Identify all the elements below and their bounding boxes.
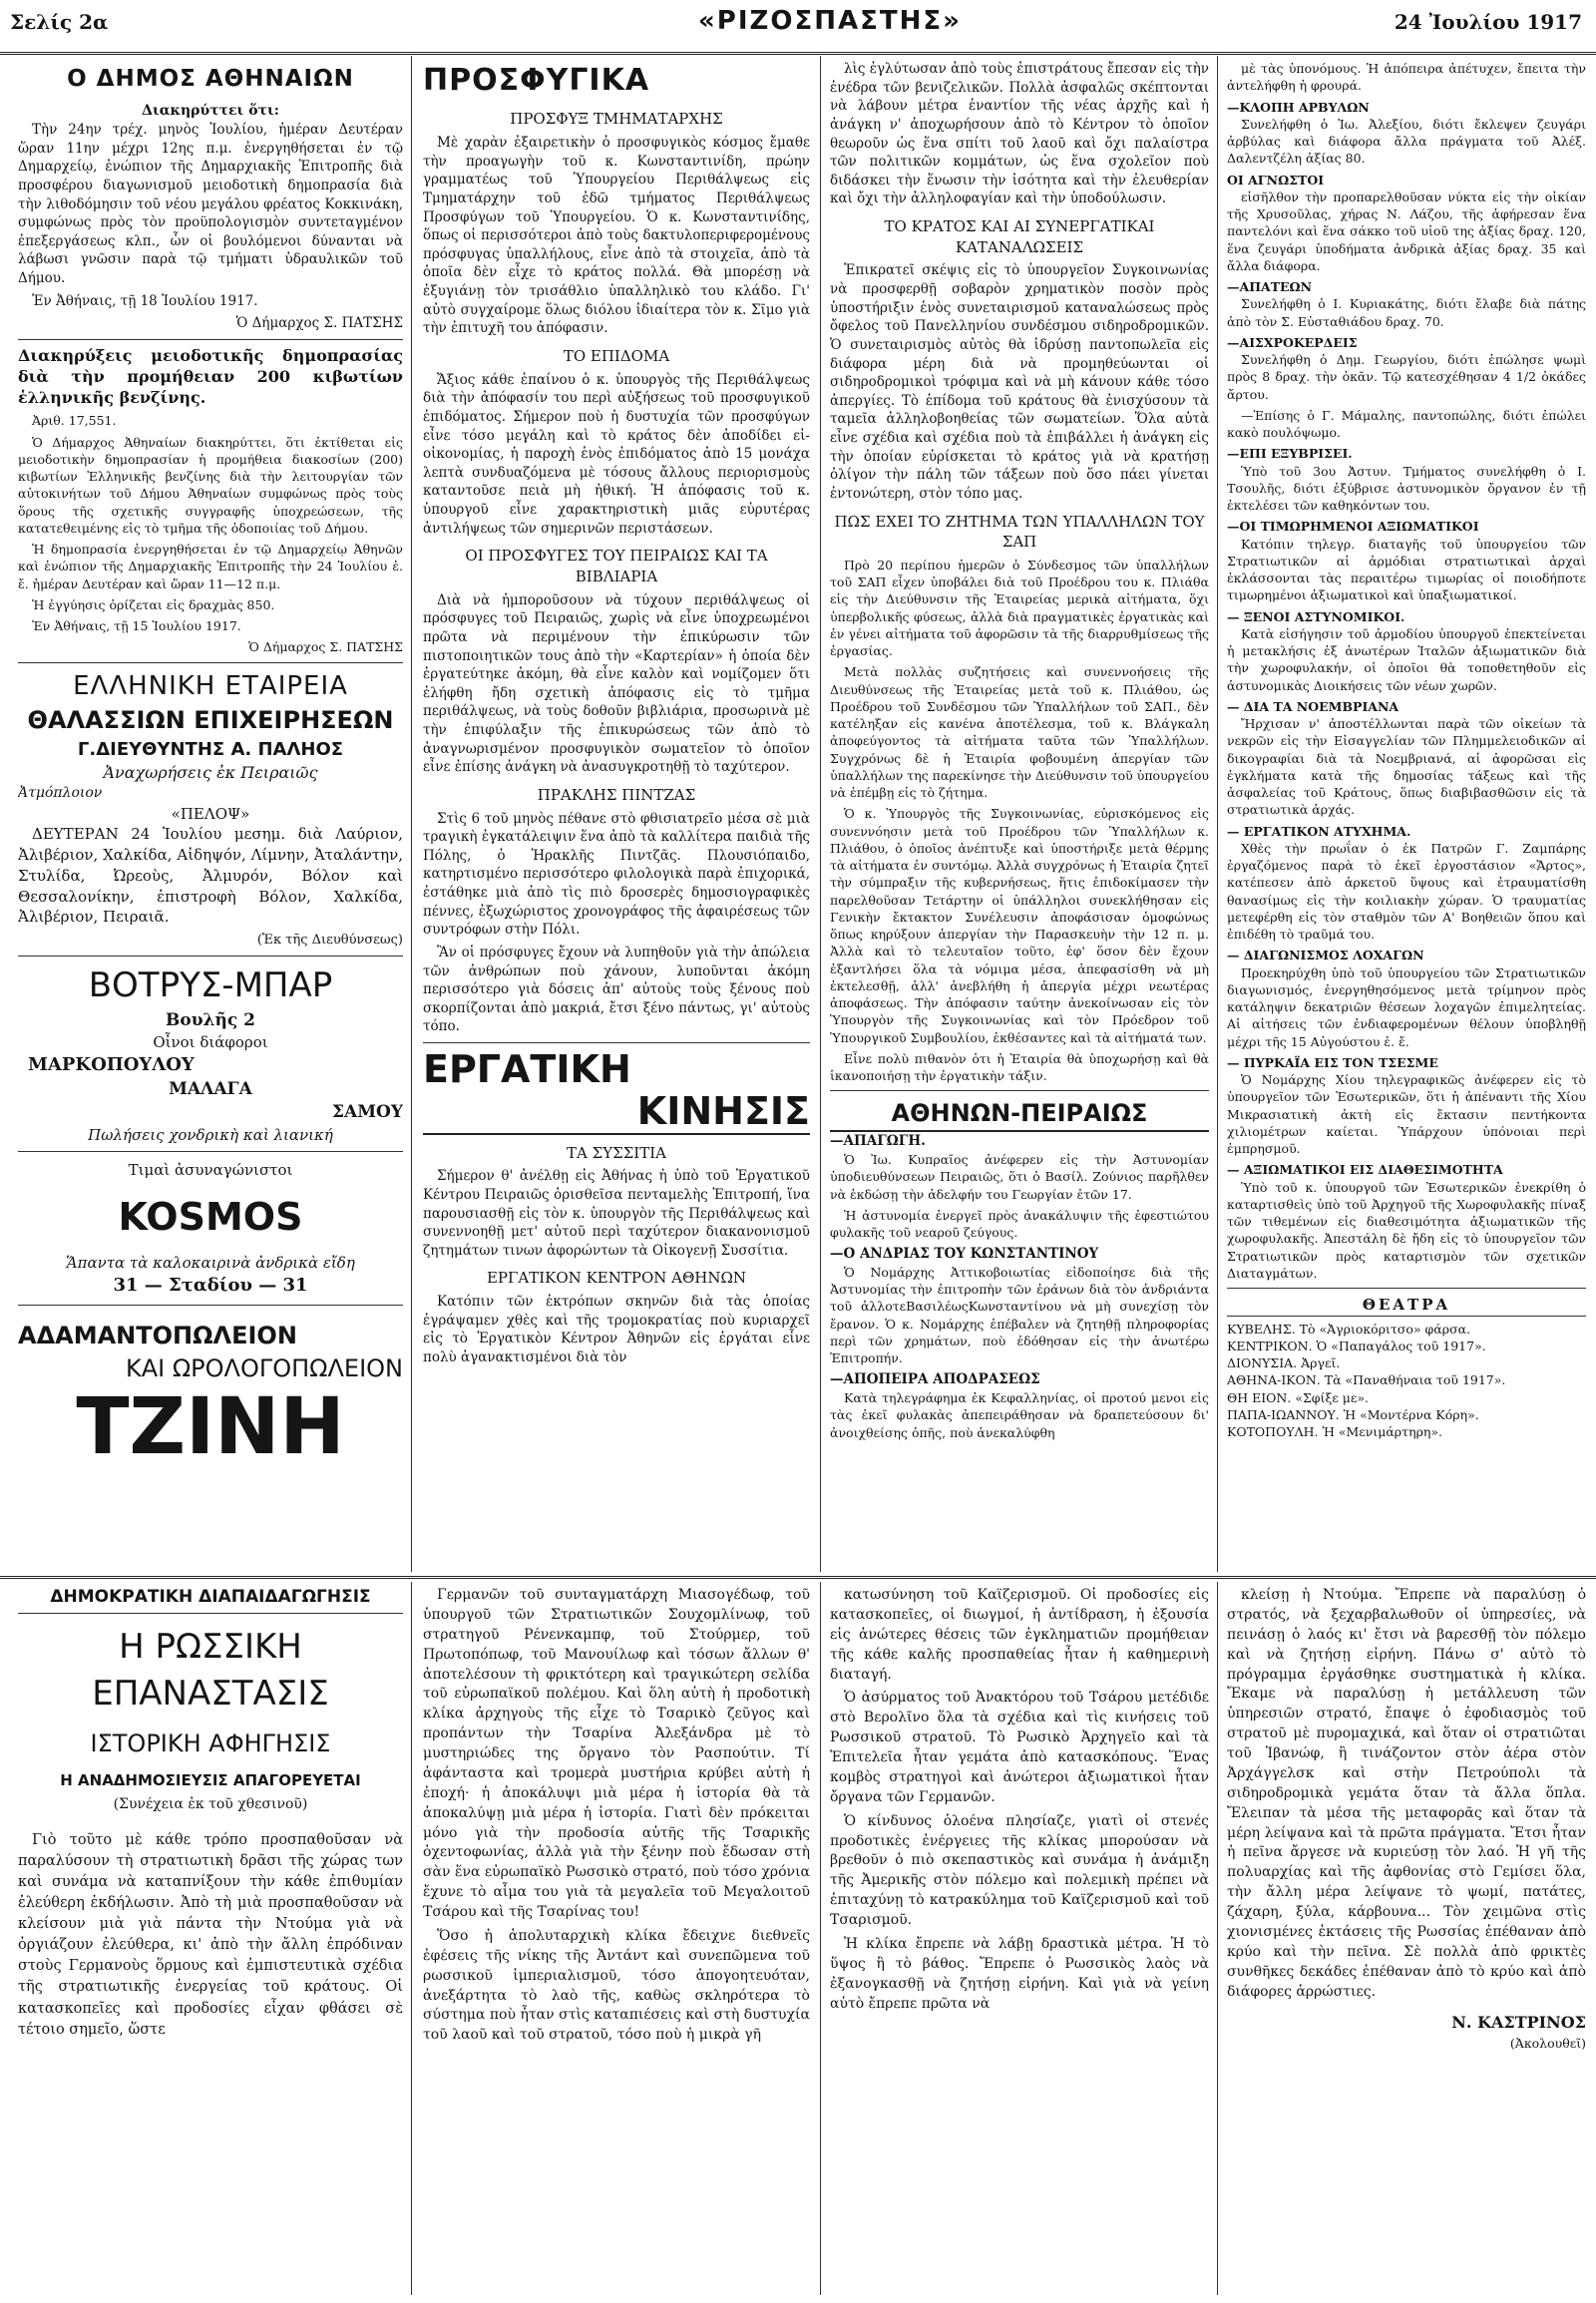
kosmos-ad [18,1160,403,1299]
col4-p8: Κατόπιν τηλεγρ. διαταγῆς τοῦ ὑπουργείου τῶν Στρατιωτικῶν αἱ ἀρμόδιαι στρατιωτικαὶ ἀρχαὶ ἐκλάσσονται τὰς περαιτέρω τιμωρίας οἱ ποιοδήποτε τιμωρημένοι ἀξιωματικοὶ καὶ ὑπαξιωματικοί. [1227,536,1586,603]
benzine-text: Ὁ Δήμαρχος Ἀθηναίων διακηρύττει, ὅτι ἐκτίθεται εἰς μειοδοτικὴν δημοπρασίαν ἡ προμήθεια διακοσίων (200) κιβωτίων Ἑλληνικῆς βενζίνης διὰ τὴν λειτουργίαν τῶν αὐτοκινήτων τοῦ Δήμου Ἀθηναίων συμφώνως πρὸς τοὺς ὅρους τῆς σχετικῆς συγγραφῆς ὑποχρεώσεων, τῆς κατατεθειμένης εἰς τὸ τμῆμα τῆς ὁδοποιίας τοῦ Δήμου. [18,434,403,536]
col3-sub-1: ΤΟ ΚΡΑΤΟΣ ΚΑΙ ΑΙ ΣΥΝΕΡΓΑΤΙΚΑΙ ΚΑΤΑΝΑΛΩΣΕΙΣ [884,217,1155,256]
col3-p8: Ἡ ἀστυνομία ἐνεργεῖ πρὸς ἀνακάλυψιν τῆς ἐφεστιώτου φυλακῆς τοῦ νεαροῦ ζεύγους. [830,1207,1209,1241]
divider [18,1305,403,1306]
column-3 [830,60,1209,1571]
column-2 [423,60,810,1571]
theatre-3: ΔΙΟΝΥΣΙΑ. Ἀργεῖ. [1227,1355,1341,1371]
col4-section-8: — ΔΙΑ ΤΑ ΝΟΕΜΒΡΙΑΝΑ [1227,698,1399,714]
labour-title-1: ΕΡΓΑΤΙΚΗ [423,1047,631,1092]
refugees-sub-2: ΤΟ ΕΠΙΔΟΜΑ [563,346,670,365]
botrys-name: ΒΟΤΡΥΣ-ΜΠΑΡ [88,964,333,1005]
labour-p2: Κατόπιν τῶν ἐκτρόπων σκηνῶν διὰ τὰς ὁποίας ἐγράψαμεν χθὲς καὶ τῆς τρομοκρατίας ποὺ κυριαρχεῖ εἰς τὸ Ἐργατικὸν Κέντρον Ἀθηνῶν εἰς ἐργάται εἶνε πολὺ ἀγανακτισμένοι διὰ τὸν [423,1294,810,1366]
demos-date: Ἐν Ἀθήναις, τῇ 18 Ἰουλίου 1917. [32,292,258,309]
divider [18,662,403,663]
to-be-continued: (Ἀκολουθεῖ) [1509,2036,1586,2052]
col4-p2: Συνελήφθη ὁ Ἰω. Ἀλεξίου, διότι ἔκλεψεν ζευγάρι ἀρβύλας καὶ διάφορα ἄλλα πράγματα τοῦ Ἀλέξ. Δαλεντζέλη ἀξίας 80. [1227,116,1586,167]
refugees-p5: Ἂν οἱ πρόσφυγες ἔχουν νὰ λυπηθοῦν γιὰ τὴν ἀπώλεια τῶν ἀνθρώπων ποὺ χάνουν, λυποῦνται ἀκόμη περισσότερο γιὰ δόσεις ἀπ' αὐτοὺς τοὺς ξένους ποὺ σκορπίζονται ἀπὸ μακριά, ἔτσι ξένο πάντως, γι' αὐτοὺς τόπο. [423,944,810,1035]
bottom-column-1 [18,1586,403,2294]
shipping-departures: Ἀναχωρήσεις ἐκ Πειραιῶς [103,763,318,783]
column-rule [1217,56,1218,1572]
divider [423,1042,810,1043]
shipping-vessel-label: Ἀτμόπλοιον [18,785,103,802]
col4-p10: Ἤρχισαν ν' ἀποστέλλωνται παρὰ τῶν οἰκείων τὰ νεκρῶν εἰς τὴν Εἰσαγγελίαν τῶν Πλημμελειοδικῶν αἱ δικογραφίαι διὰ τὰ Νοεμβριανά, αἱ ἀφορῶσαι εἰς ἐγκλήματα κατὰ τῆς δημοσίας τάξεως καὶ τῆς ἀσφαλείας τοῦ Κράτους, ὅπως διαβιβασθῶσιν εἰς τὰ στρατιωτικὰ ἀρχάς. [1227,716,1586,818]
refugees-p3: Διὰ νὰ ἠμποροῦσουν νὰ τύχουν περιθάλψεως οἱ πρόσφυγες τοῦ Πειραιῶς, χωρὶς νὰ εἶνε ὑποχρεωμένοι πρῶτα νὰ περιμένουν τὴν ἐπικύρωσιν τῶν πιστοποιητικῶν τους ἀπὸ τὴν «Καρτερίαν» ἡ ὁποία δὲν ἐργατεύτηκε ἀκόμη, θὰ εἶνε καλὸν καὶ νομίζομεν ὅτι ἐλήφθη ἤδη σχετικὴ ἀπόφασις εἰς τὸ τμῆμα περιθάλψεως, νὰ τοὺς δοθοῦν βιβλιάρια, προσωρινὰ μὲ τὴν ἐπιφύλαξιν τῆς ἐπικυρώσεως τῶν ἀπὸ τὸ ἀναγνωρισμένον προσφυγικὸν σωματεῖον τὸ ὁποῖον εἶνε ἐπίσης ἀνάγκη νὰ ἀνασυγκροτηθῇ τὸ ταχύτερον. [423,591,810,776]
col4-section-2: ΟΙ ΑΓΝΩΣΤΟΙ [1227,172,1325,188]
col3-p9: Ὁ Νομάρχης Ἀττικοβοιωτίας εἰδοποίησε διὰ τῆς Ἀστυνομίας τὴν ἐπιτροπὴν τῶν ἐράνων διὰ τὸν ἀνδριάντα τοῦ ἀλλοτεΒασιλέωςΚωνσταντίνου νὰ μὴ συνεχίσῃ τὸν ἔρανον. Ὁ κ. Νομάρχης ἐπέβαλεν νὰ ζητηθῇ πληροφορίας περὶ τῶν χρημάτων, ποὺ ἐδόθησαν εἰς τὴν ἀνωτέρω Ἐπιτροπήν. [830,1264,1209,1366]
col3-p7: Ὁ Ἰω. Κυπραῖος ἀνέφερεν εἰς τὴν Ἀστυνομίαν ὑποδιευθύνσεων Πειραιῶς, ὅτι ὁ Βασίλ. Ζούνιος παρῆλθεν νὰ ἐκδώσῃ τὴν ἀδελφήν του Γεωργίαν ἐτῶν 17. [830,1152,1209,1202]
column-rule [411,1582,412,2295]
botrys-address: Βουλῆς 2 [166,1009,255,1030]
botrys-sales: Πωλήσεις χονδρικὴ καὶ λιανική [88,1125,333,1144]
col3-p4: Μετὰ πολλὰς συζητήσεις καὶ συνεννοήσεις τῆς Διευθύνσεως τῆς Ἑταιρείας μετὰ τοῦ κ. Πλιάθου, ὡς Προέδρου τοῦ Συνδέσμου τῶν Ὑπαλλήλων τοῦ ΣΑΠ., δὲν κατέληξαν εἰς κανένα ἀποτέλεσμα, τοῦ κ. Βλάγκαλη ἀποφεύγοντος τὰ αἰτήματα ταῦτα τῶν Ὑπαλλήλων. Συγχρόνως δὲ ἡ Ἑταιρία φοβουμένη ἀπεργίαν τῶν ὑπαλλήλων της παρεκίνησε τὴν Διεύθυνσιν τοῦ ὑπουργείου νὰ ἐπέμβῃ εἰς τὸ ζήτημα. [830,664,1209,801]
col3-sub-2: ΠΩΣ ΕΧΕΙ ΤΟ ΖΗΤΗΜΑ ΤΩΝ ΥΠΑΛΛΗΛΩΝ ΤΟΥ ΣΑΠ [834,512,1205,552]
col4-p6: —Ἐπίσης ὁ Γ. Μάμαλης, παντοπώλης, διότι ἐπώλει κακὸ πουλόψωμο. [1227,407,1586,440]
issue-date: 24 Ἰουλίου 1917 [1394,10,1582,34]
demos-title: Ο ΔΗΜΟΣ ΑΘΗΝΑΙΩΝ [67,66,354,92]
shipping-source: (Ἐκ τῆς Διευθύνσεως) [256,932,403,948]
col3-p3: Πρὸ 20 περίπου ἡμερῶν ὁ Σύνδεσμος τῶν ὑπαλλήλων τοῦ ΣΑΠ εἶχεν ὑποβάλει διὰ τοῦ Προέδρου του κ. Πλιάθα εἰς τὴν Διεύθυνσιν τῆς Ἑταιρείας μερικὰ αἰτήματα, ὅχι ὑπερβολικῆς φύσεως, ἀλλὰ διὰ πραγματικὲς ἐργατικὰς καὶ ἐν γένει αἰτήματα τοῦ ἀφορῶσιν τὰ τῆς διαρρυθμίσεως τῆς ἐργασίας. [830,557,1209,659]
col4-section-3: —ΑΠΑΤΕΩΝ [1227,279,1313,294]
masthead [0,0,1596,55]
col4-p13: Ὁ Νομάρχης Χίου τηλεγραφικῶς ἀνέφερεν εἰς τὸ ὑπουργεῖον τῶν Ἐσωτερικῶν, ὅτι ἡ ἀπέναντι τῆς Χίου Μικρασιατικὴ ἀκτὴ εἰς ἔκτασιν πεντήκοντα χιλιομέτρων καίεται. Ὑπάρχουν ὑπόνοιαι περὶ ἐμπρησμοῦ. [1227,1072,1586,1156]
col4-p9: Κατὰ εἰσήγησιν τοῦ ἀρμοδίου ὑπουργοῦ ἐπεκτείνεται ἡ μετακλήσις ἐξ ἀνωτέρων Ἰταλῶν ἀξιωματικῶν διὰ τὴν χωροφυλακήν, οἱ ὁποῖοι θὰ τοποθετηθοῦν εἰς ἀστυνομικὰς Διοικήσεις τῶν νέων χωρῶν. [1227,625,1586,693]
col4-p14: Ὑπὸ τοῦ κ. ὑπουργοῦ τῶν Ἐσωτερικῶν ἐνεκρίθη ὁ καταρτισθεὶς ὑπὸ τοῦ Ἀρχηγοῦ τῆς Χωροφυλακῆς πίναξ τῶν τιθεμένων εἰς διαθεσιμότητα ἀξιωματικῶν τῆς χωροφυλακῆς. Ἀπεστάλη δὲ ἤδη εἰς τὸ ὑπουργεῖον τῶν Στρατιωτικῶν πρὸς καταρτισμὸν τῶν σχετικῶν Διαταγμάτων. [1227,1179,1586,1281]
revolution-subtitle: ΙΣΤΟΡΙΚΗ ΑΦΗΓΗΣΙΣ [90,1729,331,1758]
col4-section-11: — ΠΥΡΚΑΪΑ ΕΙΣ ΤΟΝ ΤΣΕΣΜΕ [1227,1054,1438,1070]
col3-section-1: —ΑΠΑΓΩΓΗ. [830,1133,926,1150]
shipping-company-line2: ΘΑΛΑΣΣΙΩΝ ΕΠΙΧΕΙΡΗΣΕΩΝ [27,706,394,735]
labour-sub-2: ΕΡΓΑΤΙΚΟΝ ΚΕΝΤΡΟΝ ΑΘΗΝΩΝ [486,1269,747,1288]
divider [18,956,403,957]
col4-p5: Συνελήφθη ὁ Δημ. Γεωργίου, διότι ἐπώλησε ψωμὶ πρὸς 8 δραχ. τὴν ὀκᾶν. Τῷ κατεσχέθησαν 4 1/2 ὀκάδες ἄρτου. [1227,352,1586,402]
kosmos-name: KOSMOS [118,1194,303,1239]
benzine-date: Ἐν Ἀθήναις, τῇ 15 Ἰουλίου 1917. [32,618,241,634]
bottom-column-4 [1227,1586,1586,2294]
col4-section-5: —ΕΠΙ ΕΞΥΒΡΙΣΕΙ. [1227,446,1353,462]
shipping-company-line1: ΕΛΛΗΝΙΚΗ ΕΤΑΙΡΕΙΑ [73,670,348,701]
benzine-title: Διακηρύξεις μειοδοτικῆς δημοπρασίας διὰ τὴν προμήθειαν 200 κιβωτίων ἑλληνικῆς βενζίνης. [18,345,403,407]
col3-section-2: —Ο ΑΝΔΡΙΑΣ ΤΟΥ ΚΩΝΣΤΑΝΤΙΝΟΥ [830,1246,1099,1263]
col4-section-6: —ΟΙ ΤΙΜΩΡΗΜΕΝΟΙ ΑΞΙΩΜΑΤΙΚΟΙ [1227,519,1479,535]
col3-section-3: —ΑΠΟΠΕΙΡΑ ΑΠΟΔΡΑΣΕΩΣ [830,1371,1040,1388]
col4-p11: Χθὲς τὴν πρωΐαν ὁ ἐκ Πατρῶν Γ. Ζαμπάρης ἐργαζόμενος παρὰ τὸ ἐκεῖ ἐργοστάσιον «Ἄρτος», κατέπεσεν ἀπὸ ἀρκετοῦ ὕψους καὶ ἐτραυματίσθη θανασίμως εἰς τὴν κοιλιακὴν χώραν. Ὁ τραυματίας μετεφέρθη εἰς τὸν σταθμὸν τῶν Α' Βοηθειῶν ὅπου καὶ ἐπιδέθη τὸ τραῦμά του. [1227,840,1586,942]
shipping-ad [18,669,403,950]
col4-section-7: — ΞΕΝΟΙ ΑΣΤΥΝΟΜΙΚΟΙ. [1227,608,1405,624]
theatre-4: ΑΘΗΝΑ-ΙΚΟΝ. Τὰ «Παναθήναια τοῦ 1917». [1227,1372,1506,1388]
col3-p2: Ἐπικρατεῖ σκέψις εἰς τὸ ὑπουργεῖον Συγκοινωνίας νὰ προσφερθῇ σοβαρὸν χρηματικὸν ποσὸν πρὸς ὑποστήριξιν ἑνὸς συνεταιρισμοῦ καταναλώσεως πρὸς ὄφελος τοῦ Πανελληνίου συνδέσμου σιδηροδρομικῶν. Ὁ συνεταιρισμὸς αὐτὸς θὰ ἱδρύσῃ παντοπωλεῖα εἰς διάφορα μέρη διὰ νὰ προμηθεύωνται οἱ σιδηροδρομικοὶ τρόφιμα καὶ νὰ μὴ κάνουν κάθε τόσο ἀπεργίες. Τὸ ἐπίδομα τοῦ κράτους θὰ ἐνισχύσουν τὰ ταμεῖα ἀλληλοβοηθείας τῶν σωματείων. Ὅλα αὐτὰ εἶνε σχέδια καὶ σχέδια ποὺ τὰ ἐπιβάλλει ἡ ἀνάγκη εἰς τὴν ὁποίαν εὑρίσκεται τὸ κράτος γιὰ νὰ κρατήσῃ ὀλίγον τὴν πάλη τῶν τάξεων ποὺ ὅσο πάει γίνεται ἐντονώτερη, στὸν τόπο μας. [830,262,1209,502]
refugees-p1: Μὲ χαρὰν ἐξαιρετικὴν ὁ προσφυγικὸς κόσμος ἔμαθε τὴν προαγωγὴν τοῦ κ. Κωνσταντινίδη, πρώην γραμματέως τοῦ Ὑπουργείου Περιθάλψεως εἰς Τμηματάρχην τοῦ ἐδῶ τμήματος Περιθάλψεως Προσφύγων τοῦ Ὑπουργείου. Ὁ κ. Κωνσταντινίδης, ὅπως οἱ περισσότεροι ἀπὸ τοὺς δακτυλοπεριφερομένους πρόσφυγας ὑπαλλήλους, εἶνε ἀπὸ τὰ στοιχεῖα, ἀπὸ τὰ ὁποῖα δὲν εἶχε τὸ κράτος πολλά. Θὰ μπορέσῃ νὰ ἐξυγιάνῃ τὸν τρισάθλιο ὑπαλληλικὸ του κλάδο. Γι' αὐτὸ συγχαίρομε ὅλως διόλου ἰδιαίτερα τὸν κ. Σῖμο γιὰ τὴν ἐπιτυχῆ του ἀπόφασιν. [423,135,810,337]
column-rule [411,56,412,1572]
col4-p1: μὲ τὰς ὑπονόμους. Ἡ ἀπόπειρα ἀπέτυχεν, ἔπειτα τὴν ἀντελήφθη ἡ φρουρά. [1227,61,1586,94]
col4-section-4: —ΑΙΣΧΡΟΚΕΡΔΕΙΣ [1227,334,1358,350]
tzini-name: ΤΖΙΝΗ [76,1382,345,1473]
demos-sign: Ὁ Δήμαρχος Σ. ΠΑΤΣΗΣ [235,315,403,332]
theatre-5: ΘΗ ΕΙΟΝ. «Σφίξε με». [1227,1389,1370,1405]
labour-title-2: ΚΙΝΗΣΙΣ [423,1091,810,1135]
refugees-title: ΠΡΟΣΦΥΓΙΚΑ [423,63,650,98]
col4-section-9: — ΕΡΓΑΤΙΚΟΝ ΑΤΥΧΗΜΑ. [1227,823,1411,839]
athens-piraeus-title: ΑΘΗΝΩΝ-ΠΕΙΡΑΙΩΣ [830,1097,1209,1132]
col4-section-1: —ΚΛΟΠΗ ΑΡΒΥΛΩΝ [1227,99,1370,115]
theatre-7: ΚΟΤΟΠΟΥΛΗ. Ἡ «Μενιμάρτηρη». [1227,1424,1443,1440]
revolution-text-2b: Ὅσο ἡ ἀπολυταρχικὴ κλίκα ἔδειχνε διεθνεῖς ἐφέσεις τῆς νίκης τῆς Ἀντάντ καὶ συνεπῶμενα τοῦ ρωσσικοῦ ἰμπεριαλισμοῦ, τόσο ἀπογοητευόταν, ἀνεξάρτητα τὸ λαὸ τῆς, καθὼς σκληρότερα τὸ σύστημα ποὺ ἦταν στὶς καταπιέσεις καὶ στὴ δυστυχία τοῦ λαοῦ καὶ τοῦ στρατοῦ, τόσο ποὺ ἡ μικρὰ γῆ [423,1927,810,2044]
botrys-wine-2: ΜΑΛΑΓΑ [169,1078,252,1099]
botrys-wines: Οἶνοι διάφοροι [153,1033,268,1052]
revolution-text-3b: Ὁ ἀσύρματος τοῦ Ἀνακτόρου τοῦ Τσάρου μετέδιδε στὸ Βερολῖνο ὅλα τὰ σχέδια καὶ τὶς κινήσεις τοῦ Ρωσσικοῦ στρατοῦ. Τὸ Ρωσικὸ Ἀρχηγεῖο καὶ τὰ Ἐπιτελεῖα ἦταν γεμάτα ἀπὸ κατασκόπους. Ἕνας κομβὸς στρατηγοὶ καὶ ἀνώτεροι ἀξιωματικοὶ ἦταν ὄργανα τῶν Γερμανῶν. [830,1690,1209,1805]
column-1 [18,60,403,1571]
shipping-route: ΔΕΥΤΕΡΑΝ 24 Ἰουλίου μεσημ. διὰ Λαύριον, Ἀλιβέριον, Χαλκίδα, Αἰδηψόν, Λίμνην, Ἀταλάντην, Στυλίδα, Ὠρεοὺς, Ἀλμυρόν, Βόλον καὶ Θεσσαλονίκην, ἐπιστροφὴ Βόλον, Χαλκίδα, Ἀλιβέριον, Πειραιᾶ. [18,825,403,927]
shipping-director: Γ.ΔΙΕΥΘΥΝΤΗΣ Α. ΠΑΛΗΟΣ [77,738,344,760]
botrys-wine-1: ΜΑΡΚΟΠΟΥΛΟΥ [28,1053,195,1075]
revolution-text-3c: Ὁ κίνδυνος ὁλοένα πλησίαζε, γιατὶ οἱ στενές προδοτικὲς ἐνέργειες τῆς κλίκας μπορούσαν νὰ βρεθοῦν ὁ πιὸ σκεπαστικὸς καὶ συνάμα ἡ ἀνάμιξη τῆς Ἀμερικῆς στὸν πόλεμο καὶ πολεμικὴ πρέπει νὰ ἐπιταχύνῃ τὸ κατρακύλημα τοῦ Καϊζερισμοῦ καὶ τοῦ Τσαρισμοῦ. [830,1812,1209,1928]
theatre-1: ΚΥΒΕΛΗΣ. Τὸ «Ἀγριοκόριτσο» φάρσα. [1227,1321,1471,1337]
bottom-column-2 [423,1586,810,2294]
tzini-ad [18,1320,403,1471]
shipping-vessel-name: «ΠΕΛΟΨ» [171,804,250,823]
tzini-line2: ΚΑΙ ΩΡΟΛΟΓΟΠΩΛΕΙΟΝ [125,1354,403,1383]
tzini-line1: ΑΔΑΜΑΝΤΟΠΩΛΕΙΟΝ [18,1321,297,1349]
revolution-text-4: κλείσῃ ἡ Ντούμα. Ἔπρεπε νὰ παραλύσῃ ὁ στρατός, νὰ ξεχαρβαλωθοῦν οἱ ὑπηρεσίες, νὰ πεινάσῃ ὁ λαός κι' ἔτσι νὰ βαρεσθῇ τὸν πόλεμο καὶ νὰ ζητήσῃ εἰρήνη. Πάνω σ' αὐτὸ τὸ πρόγραμμα ἐργάσθηκε συστηματικὰ ἡ κλίκα. Ἔκαμε νὰ παραλύσῃ ἡ μετάλλευση τῶν ὑπηρεσιῶν στρατό, ἔπαψε ὁ ἐφοδιασμὸς τοῦ στρατοῦ μὲ πυρομαχικά, καὶ ὅταν οἱ στρατιῶται τοῦ Ἰβανώφ, ἢ τινάζοντον στὸν ἀέρα στὸν Ἀρχάγγελσκ καὶ στὴν Πετρούπολι τὰ σιδηροδρομικὰ γεμάτα ὅταν τὰ ἄλλα ὅπλα. Ἔλειπαν τὰ μέσα τῆς μεταφορᾶς καὶ ὅταν τὰ μέρη λείψανα καὶ τὰ πρῶτα πράγματα. Ἔτσι ἦταν ἡ πεῖνα ἄργεσε νὰ κυριεύσῃ τὸν λαό. Ἡ γῆ τῆς πολυαρχίας καὶ τῆς ἀφθονίας στὸ Γεμίσει ὅλα, τὴν ἄλλη μέρα λείψανε τὸ ψωμί, πατάτες, ζάχαρη, ξύλα, κάρβουνα... Τὸν χειμῶνα στὶς χιονισμένες ἐκτάσεις τῆς Ρωσσίας ἐπέθαναν ἀπὸ κρύο καὶ τὴν πεῖνα. Σὲ πολλὰ ἀπὸ φρικτὲς συνθῆκες δεκάδες ἐπέθαναν ἀπὸ τὸ κρύο καὶ ἀπὸ διάφορες ἀρρώστιες. [1227,1587,1586,2000]
theatre-2: ΚΕΝΤΡΙΚΟΝ. Ὁ «Παπαγάλος τοῦ 1917». [1227,1338,1486,1353]
demos-text: Τὴν 24ην τρέχ. μηνὸς Ἰουλίου, ἡμέραν Δευτέραν ὥραν 11ην μέχρι 12ης π.μ. ἐνεργηθήσεται ἐν τῷ Δημαρχείῳ, ἐνώπιον τῆς Δημαρχιακῆς Ἐπιτροπῆς διὰ προσφέρου διαγωνισμοῦ μειοδοτικὴ δημοπρασία διὰ τὴν λιθοδόμησιν τοῦ νέου μεγάλου φρέατος Κοκκινάκη, συμφώνως πρὸς τὸν προϋπολογισμὸν συντεταγμένον ἐπεξεργάσεως κλπ., ὧν οἱ βουλόμενοι δύνανται νὰ λάβωσι γνῶσιν παρὰ τῷ τμήματι ὑδραυλικῶν τοῦ Δήμου. [18,122,403,287]
divider [1227,1288,1586,1289]
revolution-text-1: Γιὸ τοῦτο μὲ κάθε τρόπο προσπαθοῦσαν νὰ παραλύσουν τὴ στρατιωτικὴ δρᾶσι τῆς χώρας των καὶ συνάμα νὰ καταπνίξουν τὴν κάθε ἐπιθυμίαν ἐλεύθερη ἐκδήλωσιν. Ἀπὸ τὴ μιὰ προσπαθοῦσαν νὰ κλείσουν μιὰ γιὰ πάντα τὴν Ντούμα γιὰ νὰ ὀργιάζουν ἐλεύθερα, κι' ἀπὸ τὴν ἄλλη ἐπρόδιναν στοὺς Γερμανοὺς ὅρμους καὶ ἐμπιστευτικὰ σχέδια τῆς στρατιωτικῆς ἐνεργείας τοῦ κράτους. Οἱ κατασκοπεῖες καὶ προδοσίες εἶχαν φθάσει σὲ τέτοιο σημεῖο, ὥστε [18,1832,403,2038]
theatres-title: ΘΕΑΤΡΑ [1227,1295,1586,1317]
author-sign: Ν. ΚΑΣΤΡΙΝΟΣ [1451,2013,1586,2033]
section-rule [0,1576,1596,1579]
refugees-sub-3: ΟΙ ΠΡΟΣΦΥΓΕΣ ΤΟΥ ΠΕΙΡΑΙΩΣ ΚΑΙ ΤΑ ΒΙΒΛΙΑΡΙΑ [465,547,768,585]
revolution-text-3d: Ἡ κλίκα ἔπρεπε νὰ λάβῃ δραστικὰ μέτρα. Ἡ τὸ ὕψος ἢ τὸ βάθος. Ἔπρεπε ὁ Ρωσσικὸς λαὸς νὰ ἐξανογκασθῇ νὰ ζητήσῃ εἰρήνη. Καὶ γιὰ νὰ γείνη αὐτὸ ἔπρεπε πρῶτα νὰ [830,1935,1209,2012]
benzine-text-2: Ἡ δημοπρασία ἐνεργηθήσεται ἐν τῷ Δημαρχείῳ Ἀθηνῶν καὶ ἐνώπιον τῆς Δημαρχιακῆς Ἐπιτροπῆς τὴν 24 Ἰουλίου ἐ. ἔ. ἡμέραν Δευτέραν καὶ ὥραν 11—12 π.μ. [18,542,403,591]
page-number: Σελίς 2α [10,10,109,34]
divider [830,1090,1209,1091]
botrys-wine-3: ΣΑΜΟΥ [332,1102,403,1123]
revolution-note: Η ΑΝΑΔΗΜΟΣΙΕΥΣΙΣ ΑΠΑΓΟΡΕΥΕΤΑΙ [60,1771,361,1790]
col4-p12: Προεκηρύχθη ὑπὸ τοῦ ὑπουργείου τῶν Στρατιωτικῶν διαγωνισμός, ἐνεργηθησόμενος μετὰ τρίμηνον πρὸς κατάληψιν δεκατριῶν θέσεων λοχαγῶν ἐπιμελητείας. Αἱ αἰτήσεις τῶν ἐνδιαφερομένων θέλουν ὑποβληθῇ μέχρι τῆς 15 Αὐγούστου ἐ. ἔ. [1227,964,1586,1049]
revolution-title: Η ΡΩΣΣΙΚΗ ΕΠΑΝΑΣΤΑΣΙΣ [92,1627,329,1715]
demos-subtitle: Διακηρύττει ὅτι: [142,102,279,119]
divider [18,1151,403,1152]
labour-p1: Σήμερον θ' ἀνέλθῃ εἰς Ἀθήνας ἡ ὑπὸ τοῦ Ἐργατικοῦ Κέντρου Πειραιῶς ὁρισθεῖσα πενταμελὴς Ἐπιτροπή, ἵνα παρουσιασθῇ εἰς τὸν κ. ὑπουργὸν τῆς Περιθάλψεως καὶ συνεννοηθῇ μετ' αὐτοῦ περὶ ταχύτερον διακανονισμοῦ ζητημάτων τινων ἀφορώντων τὰ Οἰκογενῇ Συσσίτια. [423,1168,810,1259]
revolution-text-3: κατωσύνηση τοῦ Καϊζερισμοῦ. Οἱ προδοσίες εἰς κατασκοπεῖες, οἱ διωγμοί, ἡ ἀντίδραση, ἡ ἐξουσία εἰς ἀνώτερες θέσεις τῶν ἐγκληματιῶν προμήθειαν τῆς κάθε καλῆς προσπαθείας ἦταν ἡ καθημερινὴ διαταγή. [830,1587,1209,1683]
kosmos-address: 31 — Σταδίου — 31 [113,1275,308,1297]
newspaper-title: «ΡΙΖΟΣΠΑΣΤΗΣ» [698,6,962,36]
refugees-sub-4: ΠΡΑΚΛΗΣ ΠΙΝΤΖΑΣ [537,785,696,804]
col3-p5: Ὁ κ. Ὑπουργὸς τῆς Συγκοινωνίας, εὐρισκόμενος εἰς συνεννόησιν μετὰ τοῦ Προέδρου τῶν Ὑπαλλήλων κ. Πλιάθου, ὁ ὁποῖος ἀνέπτυξε καὶ ὑποστήριξε μετὰ θέρμης τὰ αἰτήματα ἐν συντόμῳ. Ἀλλὰ συγχρόνως ἡ Ἑταιρία ζητεῖ τὴν σύμπραξιν τῆς κυβερνήσεως, ἥτις ἐπιδοκίμασεν τὴν παρελθοῦσαν Τετάρτην οἱ ὑπάλληλοι συνεκλήθησαν εἰς Γενικὴν ἔκτακτον Συνέλευσιν ἀποφάσισαν ὁμοφώνως ὅπως κηρύξουν ἀπεργίαν τὴν Παρασκευὴν τὴν 12 π. μ. Ἀλλὰ καὶ τὸ τελευταῖον τοῦτο, ἐφ' ὅσον δὲν ἔχουν ἐξαντλήσει ὅλα τὰ νόμιμα μέσα, ἀπεφασίσθη νὰ μὴ ἐκτελεσθῇ, ἀλλ' ἀνεβλήθη ἡ ἀπεργία μέχρι νεωτέρας ἀποφάσεως. Τὴν ἀπόφασιν ταύτην ἀνεκοίνωσαν εἰς τὸν Ὑπουργὸν τῆς Συγκοινωνίας καὶ τὸν Πρόεδρον τοῦ Ὑπουργικοῦ Συμβουλίου, ἐκθέσαντες καὶ τὰ αἰτήματά των. [830,806,1209,1045]
col3-p10: Κατὰ τηλεγράφημα ἐκ Κεφαλληνίας, οἱ προτού μενοι εἰς τὰς ἐκεῖ φυλακὰς ἀπεπειράθησαν νὰ δραπετεύσουν δι' ἀνοιχθείσης ὀπῆς, ποὺ ἀνεκαλύφθη [830,1390,1209,1440]
col4-p7: Ὑπὸ τοῦ 3ου Ἀστυν. Τμήματος συνελήφθη ὁ Ι. Τσουλῆς, διότι ἐξύβρισε ἀστυνομικὸν ὄργανον ἐν τῇ ἐκτελέσει τῶν καθηκόντων του. [1227,463,1586,513]
refugees-p4: Στὶς 6 τοῦ μηνὸς πέθανε στὸ φθισιατρεῖο μέσα σὲ μιὰ τραγικὴ ἐγκατάλειψιν ἕνα ἀπὸ τὰ καλλίτερα παιδιὰ τῆς Πόλης, ὁ Ἡρακλῆς Πιντζᾶς. Πλουσιόπαιδο, κατηρτισμένο περισσότερο φιλολογικὰ παρὰ ἐπιχορικά, ἐστάθηκε μιὰ ἀπὸ τὶς πιὸ δροσερὲς δημοσιογραφικὲς πέννες, ἐξωχώριστος χρονογράφος τῆς ἀφαιρέσεως τῶν συντρόφων στὴν Πόλι. [423,810,810,939]
kosmos-prices: Τιμαὶ ἀσυναγώνιστοι [128,1161,293,1180]
refugees-sub-1: ΠΡΟΣΦΥΞ ΤΜΗΜΑΤΑΡΧΗΣ [510,110,723,129]
bottom-column-3 [830,1586,1209,2294]
column-4 [1227,60,1586,1571]
col4-p3: εἰσῆλθον τὴν προπαρελθοῦσαν νύκτα εἰς τὴν οἰκίαν τῆς Χρυσοῦλας, χήρας Ν. Λάζου, τῆς ἀφήρεσαν ἕνα παντελόνι καὶ ἕνα σάκκο τοῦ υἱοῦ της ἀξίας δραχ. 120, ἕνα ζευγάρι ὑποδήματα ἀνδρικὰ ἀξίας δραχ. 35 καὶ ἄλλα διάφορα. [1227,189,1586,273]
column-rule [820,1582,821,2295]
col3-p1: λὶς ἐγλύτωσαν ἀπὸ τοὺς ἐπιστράτους ἔπεσαν εἰς τὴν ἐνέδρα τῶν βενιζελικῶν. Πολλὰ ἀσφαλῶς σκέπτονται νὰ λάβουν μέτρα ἐναντίον τῆς νέας ἀρχῆς καὶ ἡ ἀνάγκη ν' ἀποχωρήσουν ἀπὸ τὸ Κέντρον τὸ ὁποῖον θεωροῦν ὡς ἕνα σπίτι τοῦ λαοῦ καὶ ὄχι παλαίστρα τῶν πολιτικῶν κομμάτων, ὡς ἕνα σχολεῖον ποὺ διδάσκει τὴν ἕνωσιν τὴν ἰσότητα καὶ τὴν ἐλευθερίαν καὶ ὄχι τὴν ἀλληλοφαγίαν καὶ τὴν ὑποδούλωσιν. [830,61,1209,207]
benzine-sign: Ὁ Δήμαρχος Σ. ΠΑΤΣΗΣ [248,639,403,655]
revolution-continued: (Συνέχεια ἐκ τοῦ χθεσινοῦ) [113,1796,308,1813]
kosmos-goods: Ἅπαντα τὰ καλοκαιρινὰ ἀνδρικὰ εἴδη [66,1254,355,1273]
column-rule [1217,1582,1218,2295]
botrys-ad [18,962,403,1145]
revolution-text-2: Γερμανῶν τοῦ συνταγματάρχη Μιασογέδωφ, τοῦ ὑπουργοῦ τῶν Στρατιωτικῶν Σουχομλίνωφ, τοῦ στρατηγοῦ Ρένενκαμπφ, τοῦ Στούρμερ, τοῦ Πρωτοπόπωφ, τοῦ Μανουίλωφ καὶ τόσων ἄλλων θ' ἀποτελέσουν τὴ φρικτότερη καὶ τραγικώτερη σελίδα τοῦ εὐρωπαϊκοῦ πολέμου. Καὶ ὅλη αὐτὴ ἡ προδοτικὴ κλίκα ἀρχηγοὺς τῆς εἶχε τὸ Τσαρικὸ ζεῦγος καὶ προπάντων τὴν Τσαρίνα Ἀλεξάνδρα μὲ τὸ μυστηριώδες της ὄργανο τὸν Ρασπούτιν. Τί ἀφάνταστα καὶ τρομερὰ μυστήρια κρύβει αὐτὴ ἡ ἐποχή· ἡ ἀποκάλυψι μιὰ μέρα ἡ ἱστορία θὰ τὰ ἀποκαλύψῃ μιὰ μέρα ἡ ἱστορία. Γιατὶ δὲν πρόκειται μόνο γιὰ τὴν προδοσία αὐτῆς τῆς Τσαρικῆς ὀχεντοφωνίας, ἀλλὰ γιὰ τὴν ξένην ποὺ ἔδωσαν στὴ σὰν ἕνα εὐρωπαϊκὸ Ρωσσικὸ στρατό, ποὺ τόσο χρόνια ἔχυνε τὸ αἷμα του γιὰ τὰ μεγαλεῖα τοῦ Μεγαλοιτοῦ Τσάρου καὶ τῆς Τσαρίνας του! [423,1587,810,1920]
col3-p6: Εἶνε πολὺ πιθανὸν ὁτι ἡ Ἑταιρία θὰ ὑποχωρήσῃ καὶ θὰ ἱκανοποιήσῃ τὴν ἐργατικὴν τάξιν. [830,1050,1209,1084]
col4-p4: Συνελήφθη ὁ Ι. Κυριακάτης, διότι ἔλαβε διὰ πάτης ἀπὸ τὸν Σ. Εὐσταθιάδου δραχ. 70. [1227,296,1586,329]
divider [18,339,403,340]
revolution-kicker: ΔΗΜΟΚΡΑΤΙΚΗ ΔΙΑΠΑΙΔΑΓΩΓΗΣΙΣ [18,1586,403,1614]
column-rule [820,56,821,1572]
benzine-number: Ἀριθ. 17,551. [32,413,117,429]
labour-sub-1: ΤΑ ΣΥΣΣΙΤΙΑ [566,1143,666,1162]
theatre-6: ΠΑΠΑ-ΙΩΑΝΝΟΥ. Ἡ «Μοντέρνα Κόρη». [1227,1406,1479,1422]
benzine-text-3: Ἡ ἐγγύησις ὁρίζεται εἰς δραχμὰς 850. [32,596,275,612]
col4-section-12: — ΑΞΙΩΜΑΤΙΚΟΙ ΕΙΣ ΔΙΑΘΕΣΙΜΟΤΗΤΑ [1227,1162,1503,1178]
col4-section-10: — ΔΙΑΓΩΝΙΣΜΟΣ ΛΟΧΑΓΩΝ [1227,948,1424,963]
refugees-p2: Ἄξιος κάθε ἐπαίνου ὁ κ. ὑπουργὸς τῆς Περιθάλψεως διὰ τὴν ἀπόφασίν του περὶ αὐξήσεως τοῦ προσφυγικοῦ ἐπιδόματος. Σήμερον ποὺ ἡ δυστυχία τῶν προσφύγων εἶνε τόσο μεγάλη καὶ τὸ κράτος δὲν ἀποδίδει εἰ-οἰκονομίας, ἡ παροχὴ ἑνὸς ἐπιδόματος ἀπὸ 15 μονάχα λεπτὰ συνδυαζόμενα μὲ τόσους ἄλλους περιορισμοὺς καταντοῦσε πειὰ μὴ ἠθική. Ἡ ἀπόφασις τοῦ κ. ὑπουργοῦ εἶνε χαρακτηριστικὴ μιᾶς εὐρυτέρας ἀντιλήψεως τῶν σημερινῶν περιστάσεων. [423,371,810,537]
